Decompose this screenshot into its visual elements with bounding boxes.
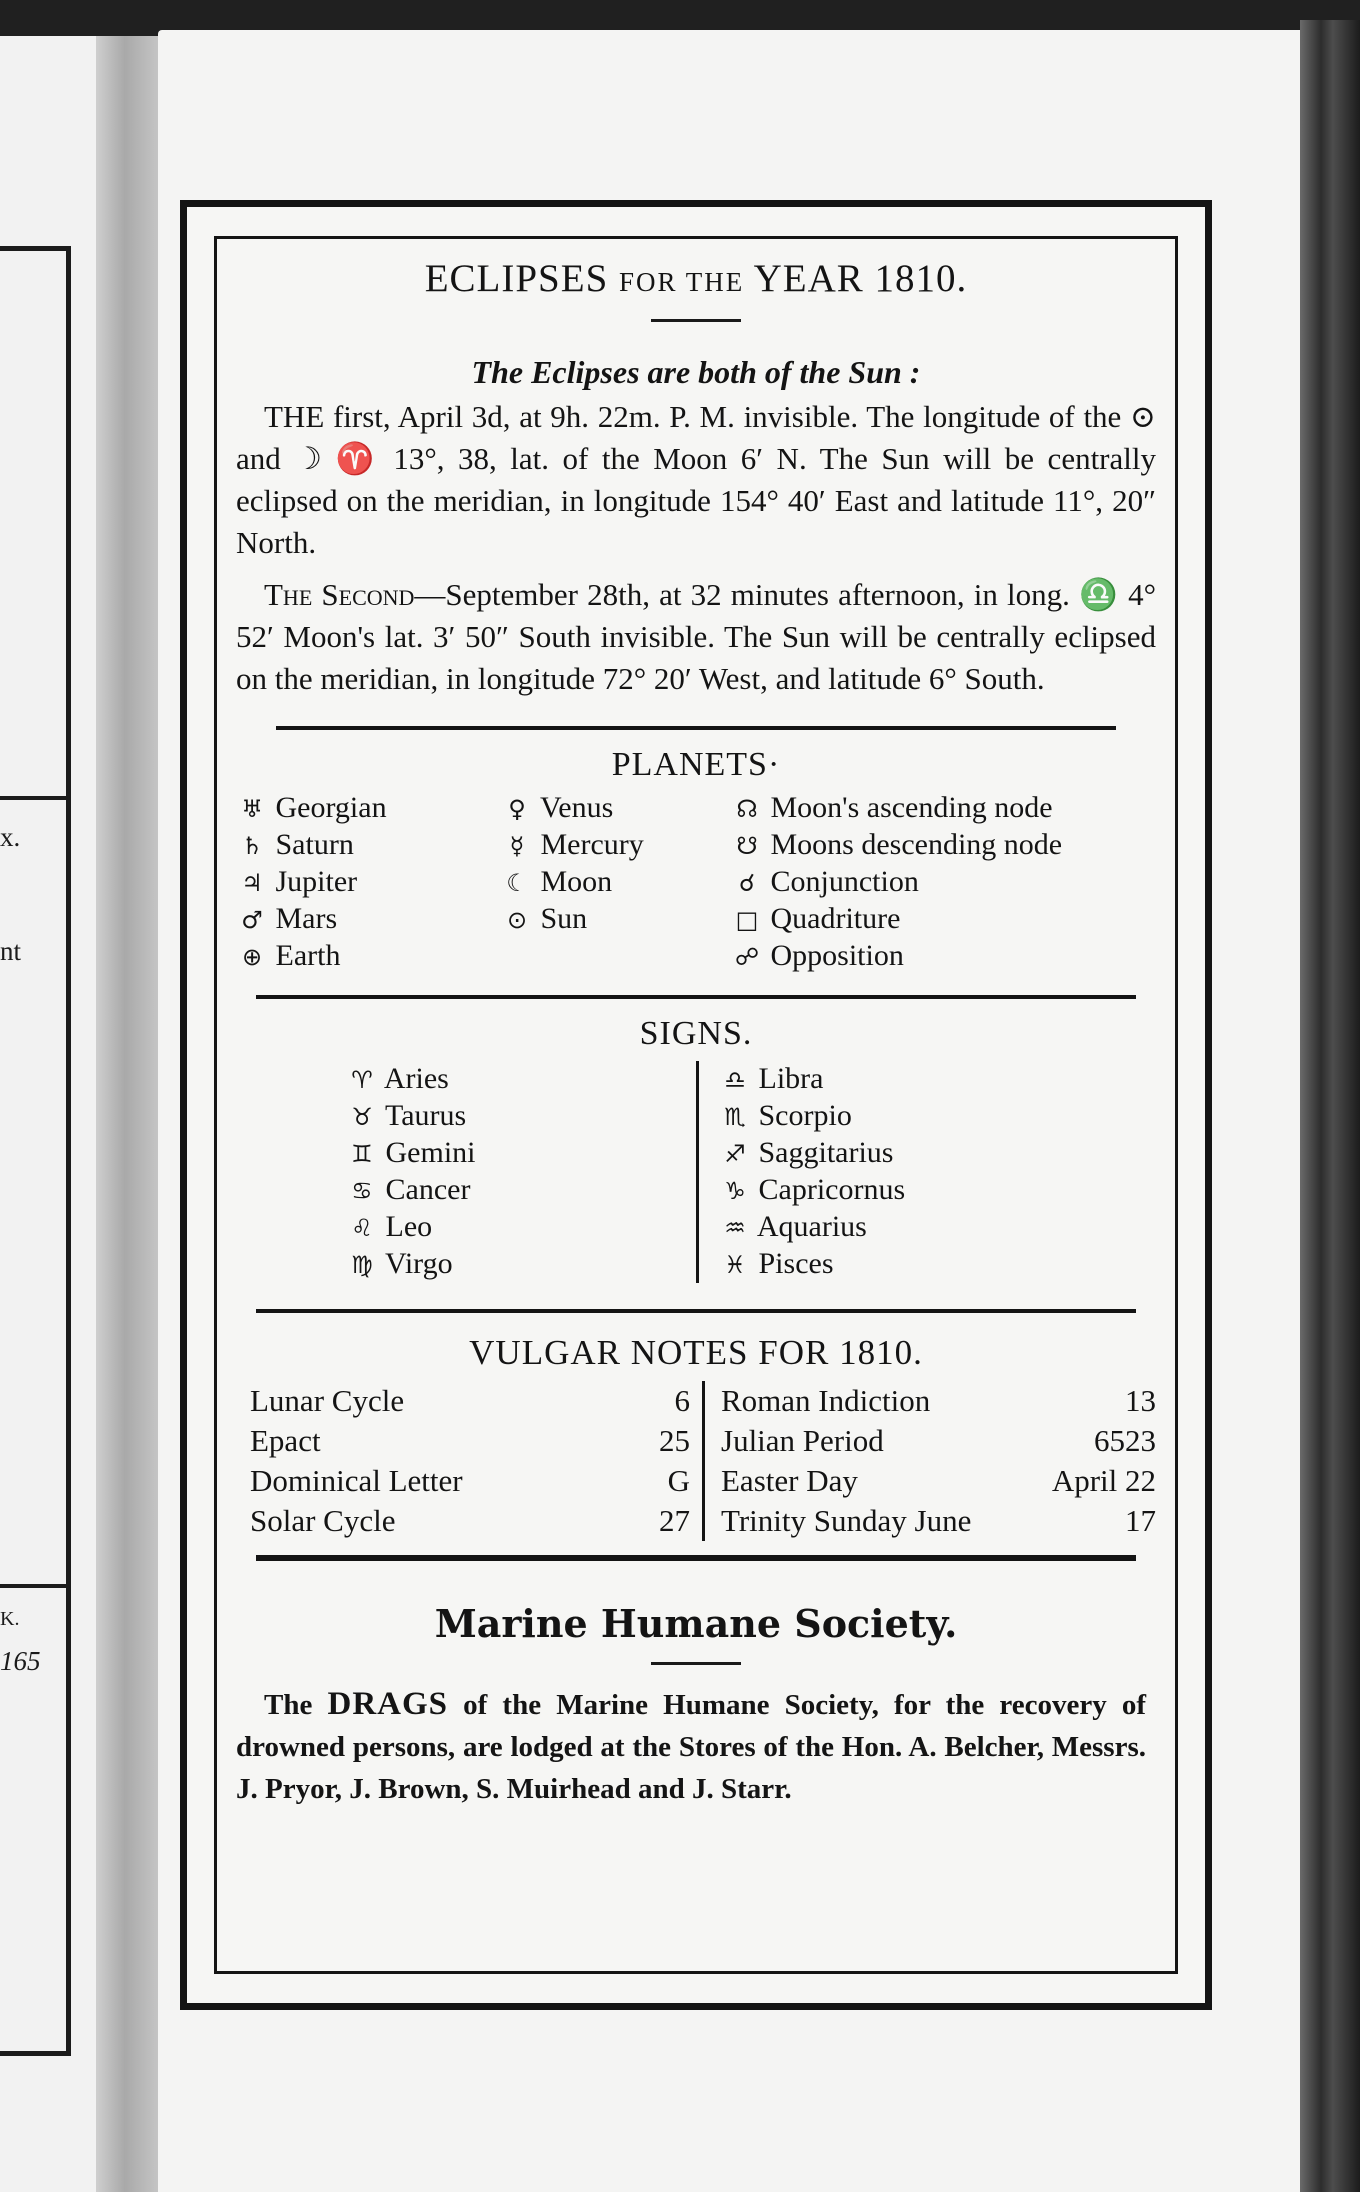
planet-label: Saturn bbox=[268, 828, 354, 861]
facing-page-fragment: x. bbox=[0, 822, 21, 852]
sign-row bbox=[719, 1061, 905, 1098]
planet-row bbox=[501, 901, 731, 938]
ascending-node-icon: ☊ bbox=[736, 795, 758, 823]
planet-row bbox=[501, 827, 731, 864]
signs-column bbox=[236, 1061, 699, 1283]
sign-row bbox=[719, 1135, 905, 1172]
sign-label: Pisces bbox=[751, 1247, 834, 1280]
aries-icon: ♈ bbox=[351, 1066, 373, 1094]
sign-label: Leo bbox=[378, 1210, 433, 1243]
vulgar-note-label: Solar Cycle bbox=[250, 1503, 396, 1538]
vulgar-notes-title: VULGAR NOTES FOR 1810. bbox=[469, 1333, 923, 1372]
second-eclipse-paragraph bbox=[236, 574, 1156, 700]
second-eclipse-text: —September 28th, at 32 minutes afternoon, in long. ♎ 4° 52′ Moon's lat. 3′ 50″ South invisible. The Sun will be centrally eclipsed on the meridian, in longitude 72° 20′ West, and latitude 6° South. bbox=[236, 577, 1156, 696]
planets-table bbox=[236, 790, 1156, 975]
aspect-row bbox=[731, 901, 1156, 938]
sign-row bbox=[719, 1209, 905, 1246]
vulgar-note-label: Dominical Letter bbox=[250, 1463, 463, 1498]
planet-label: Georgian bbox=[268, 791, 387, 824]
aspect-label: Opposition bbox=[763, 939, 904, 972]
eclipses-title-main: ECLIPSES bbox=[424, 257, 609, 300]
vulgar-note-label: Roman Indiction bbox=[721, 1383, 931, 1418]
aspect-label: Conjunction bbox=[763, 865, 919, 898]
aquarius-icon: ♒ bbox=[724, 1214, 746, 1242]
society-drags: DRAGS bbox=[327, 1686, 449, 1722]
facing-page-rule bbox=[0, 796, 66, 800]
vulgar-note-label: Julian Period bbox=[721, 1423, 884, 1458]
section-divider bbox=[276, 726, 1116, 730]
aspect-label: Quadriture bbox=[763, 902, 901, 935]
sign-row bbox=[346, 1061, 696, 1098]
aspect-label: Moons descending node bbox=[763, 828, 1063, 861]
cancer-icon: ♋ bbox=[351, 1177, 373, 1205]
aspect-row bbox=[731, 864, 1156, 901]
planet-label: Earth bbox=[268, 939, 341, 972]
second-eclipse-lead: The Second bbox=[264, 577, 415, 612]
planet-row bbox=[236, 901, 501, 938]
sagittarius-icon: ♐ bbox=[724, 1140, 746, 1168]
vulgar-note-value: 13 bbox=[1125, 1383, 1156, 1418]
planet-row bbox=[501, 864, 731, 901]
planet-label: Moon bbox=[533, 865, 613, 898]
vulgar-note-label: Epact bbox=[250, 1423, 321, 1458]
sign-row bbox=[346, 1209, 696, 1246]
gemini-icon: ♊ bbox=[351, 1140, 373, 1168]
sign-label: Scorpio bbox=[751, 1099, 852, 1132]
eclipses-title-year: YEAR 1810. bbox=[753, 257, 968, 300]
sign-row bbox=[719, 1172, 905, 1209]
vulgar-note-value: 6523 bbox=[1094, 1423, 1156, 1458]
vulgar-note-row bbox=[250, 1461, 702, 1501]
planet-label: Mars bbox=[268, 902, 338, 935]
mercury-icon: ☿ bbox=[509, 832, 525, 860]
signs-column bbox=[699, 1061, 905, 1283]
sign-row bbox=[346, 1098, 696, 1135]
signs-table bbox=[236, 1061, 1156, 1283]
planet-row bbox=[236, 827, 501, 864]
descending-node-icon: ☋ bbox=[736, 832, 758, 860]
vulgar-note-row bbox=[250, 1421, 702, 1461]
vulgar-notes-column bbox=[236, 1381, 705, 1541]
first-eclipse-lead: THE bbox=[264, 399, 325, 434]
short-divider bbox=[651, 1662, 741, 1665]
society-title: Marine Humane Society. bbox=[434, 1601, 958, 1646]
vulgar-note-row bbox=[721, 1421, 1156, 1461]
aspect-row bbox=[731, 938, 1156, 975]
sign-label: Cancer bbox=[378, 1173, 471, 1206]
section-divider bbox=[256, 1555, 1136, 1561]
section-divider bbox=[256, 1309, 1136, 1313]
jupiter-icon: ♃ bbox=[241, 869, 263, 897]
sign-label: Aquarius bbox=[751, 1210, 867, 1243]
facing-page-fragment: K. bbox=[0, 1608, 20, 1630]
facing-page-fragment: 165 bbox=[0, 1646, 41, 1676]
mars-icon: ♂ bbox=[241, 906, 263, 934]
facing-page-fragment: nt bbox=[0, 936, 22, 966]
vulgar-notes-column bbox=[705, 1381, 1156, 1541]
planets-column bbox=[731, 790, 1156, 975]
quadrature-icon: □ bbox=[735, 906, 759, 934]
sign-label: Taurus bbox=[378, 1099, 467, 1132]
sign-label: Libra bbox=[751, 1062, 824, 1095]
vulgar-note-row bbox=[721, 1461, 1156, 1501]
planet-row bbox=[236, 790, 501, 827]
signs-title: SIGNS. bbox=[639, 1015, 753, 1052]
almanac-panel bbox=[236, 240, 1156, 1968]
vulgar-note-value: April 22 bbox=[1051, 1463, 1156, 1498]
planet-label: Mercury bbox=[533, 828, 644, 861]
virgo-icon: ♍ bbox=[351, 1251, 373, 1279]
eclipses-intro: The Eclipses are both of the Sun : bbox=[471, 354, 921, 390]
aspect-row bbox=[731, 827, 1156, 864]
aspect-label: Moon's ascending node bbox=[763, 791, 1053, 824]
planet-label: Sun bbox=[533, 902, 588, 935]
vulgar-notes-table bbox=[236, 1381, 1156, 1541]
vulgar-note-value: 17 bbox=[1125, 1503, 1156, 1538]
vulgar-note-label: Trinity Sunday June bbox=[721, 1503, 972, 1538]
pisces-icon: ♓ bbox=[724, 1251, 746, 1279]
planets-column bbox=[501, 790, 731, 975]
libra-icon: ♎ bbox=[724, 1066, 746, 1094]
aspect-row bbox=[731, 790, 1156, 827]
society-paragraph bbox=[236, 1683, 1156, 1810]
sign-label: Capricornus bbox=[751, 1173, 906, 1206]
planet-row bbox=[236, 938, 501, 975]
first-eclipse-text: first, April 3d, at 9h. 22m. P. M. invisible. The longitude of the ⊙ and ☽ ♈ 13°, 38, lat. of the Moon 6′ N. The Sun will be centrally eclipsed on the meridian, in longitude 154° 40′ East and latitude 11°, 20″ North. bbox=[236, 399, 1156, 560]
moon-icon: ☾ bbox=[506, 869, 528, 897]
sign-label: Aries bbox=[378, 1062, 449, 1095]
sign-label: Virgo bbox=[378, 1247, 453, 1280]
earth-icon: ⊕ bbox=[241, 943, 263, 971]
sign-row bbox=[346, 1246, 696, 1283]
society-text: of the Marine Humane Society, for the recovery of drowned persons, are lodged at the Stores of the Hon. A. Belcher, Messrs. J. Pryor, J. Brown, S. Muirhead and J. Starr. bbox=[236, 1689, 1147, 1805]
vulgar-note-row bbox=[250, 1501, 702, 1541]
sign-row bbox=[719, 1246, 905, 1283]
capricornus-icon: ♑ bbox=[724, 1177, 746, 1205]
society-lead: The bbox=[264, 1689, 313, 1721]
short-divider bbox=[651, 319, 741, 322]
leo-icon: ♌ bbox=[351, 1214, 373, 1242]
book-gutter bbox=[96, 36, 160, 2192]
facing-page bbox=[0, 36, 100, 2192]
venus-icon: ♀ bbox=[508, 795, 526, 823]
facing-page-rule bbox=[0, 1584, 66, 1588]
vulgar-note-row bbox=[250, 1381, 702, 1421]
planets-title: PLANETS· bbox=[611, 746, 781, 783]
scorpio-icon: ♏ bbox=[724, 1103, 746, 1131]
vulgar-note-label: Lunar Cycle bbox=[250, 1383, 405, 1418]
planets-column bbox=[236, 790, 501, 975]
opposition-icon: ☍ bbox=[734, 943, 760, 971]
eclipses-title bbox=[236, 254, 1156, 307]
vulgar-note-value: 6 bbox=[674, 1383, 690, 1418]
sign-row bbox=[346, 1172, 696, 1209]
vulgar-note-row bbox=[721, 1381, 1156, 1421]
sign-label: Gemini bbox=[378, 1136, 476, 1169]
sign-label: Saggitarius bbox=[751, 1136, 894, 1169]
sign-row bbox=[346, 1135, 696, 1172]
saturn-icon: ♄ bbox=[241, 832, 263, 860]
planet-label: Jupiter bbox=[268, 865, 358, 898]
vulgar-note-row bbox=[721, 1501, 1156, 1541]
first-eclipse-paragraph bbox=[236, 396, 1156, 564]
vulgar-note-label: Easter Day bbox=[721, 1463, 858, 1498]
vulgar-note-value: 27 bbox=[659, 1503, 690, 1538]
taurus-icon: ♉ bbox=[351, 1103, 373, 1131]
planet-row bbox=[501, 790, 731, 827]
section-divider bbox=[256, 995, 1136, 999]
sun-icon: ⊙ bbox=[506, 906, 528, 934]
page-edges bbox=[1300, 20, 1360, 2192]
planet-row bbox=[236, 864, 501, 901]
conjunction-icon: ☌ bbox=[738, 869, 756, 897]
georgian-icon: ♅ bbox=[241, 795, 263, 823]
sign-row bbox=[719, 1098, 905, 1135]
vulgar-note-value: 25 bbox=[659, 1423, 690, 1458]
vulgar-note-value: G bbox=[667, 1463, 690, 1498]
eclipses-title-for: FOR THE bbox=[619, 267, 745, 297]
planet-label: Venus bbox=[533, 791, 614, 824]
facing-page-frame bbox=[0, 246, 71, 2056]
